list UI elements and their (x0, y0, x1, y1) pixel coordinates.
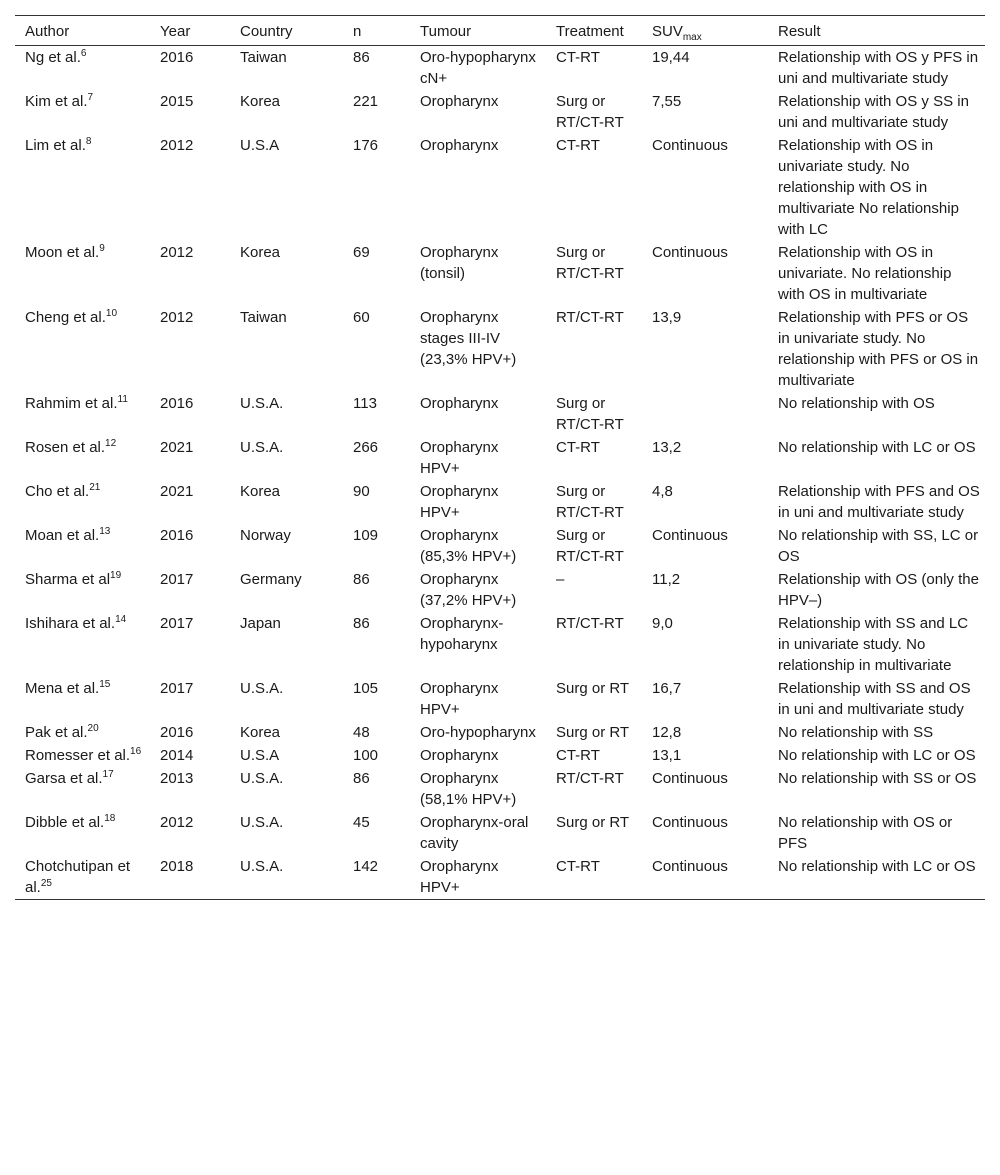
cell-tumour: Oropharynx (85,3% HPV+) (420, 527, 517, 565)
cell-tumour: Oropharynx (420, 747, 499, 764)
reference-number: 20 (87, 723, 99, 734)
cell-year: 2016 (160, 527, 194, 544)
reference-number: 6 (80, 48, 87, 59)
cell-country: U.S.A (240, 747, 280, 764)
cell-year: 2017 (160, 571, 194, 588)
cell-n: 100 (353, 747, 379, 764)
cell-treatment: CT-RT (546, 855, 642, 900)
studies-table (15, 15, 985, 900)
reference-number: 7 (87, 92, 94, 103)
cell-tumour: Oropharynx HPV+ (410, 855, 546, 900)
cell-n: 69 (353, 244, 370, 261)
cell-tumour: Oro-hypopharynx cN+ (420, 49, 536, 87)
cell-author (15, 90, 150, 134)
cell-author (15, 612, 150, 677)
reference-number: 17 (102, 769, 114, 780)
cell-country: Taiwan (240, 309, 287, 326)
cell-result: Relationship with OS in univariate study. No relationship with OS in multivariate No relationship with LC (778, 137, 959, 238)
header-country: Country (230, 16, 343, 46)
cell-year: 2012 (160, 814, 194, 831)
cell-author (15, 677, 150, 721)
cell-country: Germany (240, 571, 302, 588)
cell-result: No relationship with LC or OS (778, 439, 976, 456)
reference-number: 13 (99, 526, 111, 537)
cell-author (15, 480, 150, 524)
cell-tumour: Oropharynx (tonsil) (420, 244, 499, 282)
cell-tumour: Oropharynx HPV+ (420, 483, 499, 521)
cell-country: Norway (240, 527, 291, 544)
header-author: Author (15, 16, 150, 46)
cell-author (15, 436, 150, 480)
cell-treatment: CT-RT (556, 439, 600, 456)
header-tumour: Tumour (410, 16, 546, 46)
cell-author (15, 46, 150, 91)
table-row (15, 480, 985, 524)
cell-year: 2016 (160, 49, 194, 66)
cell-year: 2016 (160, 395, 194, 412)
cell-suv: Continuous (652, 814, 728, 831)
cell-n: 113 (353, 395, 377, 412)
reference-number: 12 (105, 438, 117, 449)
cell-country: U.S.A (240, 137, 280, 154)
cell-result: Relationship with SS and LC in univariate study. No relationship in multivariate (778, 615, 969, 674)
cell-result: Relationship with OS in univariate. No relationship with OS in multivariate (778, 244, 952, 303)
cell-n: 86 (353, 571, 370, 588)
reference-number: 10 (105, 308, 118, 319)
table-row (15, 306, 985, 392)
cell-year: 2013 (160, 770, 194, 787)
cell-treatment: RT/CT-RT (556, 615, 624, 632)
cell-tumour: Oropharynx-oral cavity (420, 814, 529, 852)
cell-year: 2012 (160, 244, 194, 261)
table-row (15, 811, 985, 855)
author-name: Garsa et al. (25, 770, 103, 787)
table-row (15, 612, 985, 677)
author-name: Dibble et al. (25, 814, 105, 831)
cell-suv: 13,2 (652, 439, 682, 456)
table-row (15, 392, 985, 436)
cell-country: Korea (240, 483, 281, 500)
cell-result: Relationship with OS y PFS in uni and multivariate study (778, 49, 979, 87)
cell-year: 2018 (150, 855, 230, 900)
cell-country: Korea (240, 724, 281, 741)
reference-number: 11 (117, 394, 128, 405)
cell-country: Korea (240, 93, 281, 110)
table-row (15, 677, 985, 721)
cell-tumour: Oropharynx (420, 395, 499, 412)
cell-country: Korea (240, 244, 281, 261)
cell-result: No relationship with LC or OS (768, 855, 985, 900)
cell-n: 221 (353, 93, 379, 110)
cell-suv: 16,7 (652, 680, 682, 697)
cell-tumour: Oropharynx-hypoharynx (420, 615, 504, 653)
cell-tumour: Oropharynx (420, 137, 499, 154)
cell-n: 105 (353, 680, 379, 697)
cell-treatment: CT-RT (556, 49, 600, 66)
cell-suv: 7,55 (652, 93, 682, 110)
reference-number: 21 (89, 482, 101, 493)
cell-n: 266 (353, 439, 379, 456)
cell-result: Relationship with OS y SS in uni and multivariate study (778, 93, 969, 131)
cell-year: 2017 (160, 615, 194, 632)
table-row (15, 855, 985, 900)
table-row (15, 241, 985, 306)
cell-tumour: Oropharynx (420, 93, 499, 110)
header-suv-base: SUV (652, 23, 683, 40)
author-name: Rosen et al. (25, 439, 106, 456)
table-row (15, 744, 985, 767)
cell-year: 2021 (160, 439, 194, 456)
cell-suv: Continuous (652, 137, 728, 154)
cell-suv (642, 392, 768, 436)
cell-tumour: Oropharynx HPV+ (420, 439, 499, 477)
cell-suv: 9,0 (652, 615, 673, 632)
cell-treatment: RT/CT-RT (556, 309, 624, 326)
cell-n: 45 (353, 814, 370, 831)
reference-number: 8 (85, 136, 92, 147)
author-name: Lim et al. (25, 137, 86, 154)
cell-year: 2014 (160, 747, 194, 764)
cell-n: 176 (353, 137, 379, 154)
reference-number: 15 (99, 679, 111, 690)
cell-n: 86 (353, 49, 370, 66)
cell-author (15, 767, 150, 811)
cell-author (15, 306, 150, 392)
cell-n: 86 (353, 770, 370, 787)
cell-tumour: Oropharynx (58,1% HPV+) (420, 770, 517, 808)
table-body (15, 46, 985, 900)
cell-suv: 19,44 (652, 49, 690, 66)
cell-treatment: Surg or RT (556, 680, 630, 697)
cell-tumour: Oro-hypopharynx (420, 724, 536, 741)
author-name: Pak et al. (25, 724, 88, 741)
cell-treatment: Surg or RT (556, 814, 630, 831)
author-name: Moon et al. (25, 244, 100, 261)
header-result: Result (768, 16, 985, 46)
table-row (15, 524, 985, 568)
cell-year: 2016 (160, 724, 194, 741)
cell-tumour: Oropharynx stages III-IV (23,3% HPV+) (420, 309, 517, 368)
author-name: Cho et al. (25, 483, 90, 500)
reference-number: 16 (130, 746, 142, 757)
table-row (15, 46, 985, 91)
author-name: Rahmim et al. (25, 395, 118, 412)
cell-result: Relationship with OS (only the HPV–) (778, 571, 979, 609)
cell-tumour: Oropharynx HPV+ (420, 680, 499, 718)
cell-year: 2021 (160, 483, 194, 500)
reference-number: 25 (40, 878, 52, 889)
cell-suv: Continuous (652, 770, 728, 787)
cell-result: No relationship with OS (778, 395, 935, 412)
cell-year: 2015 (160, 93, 194, 110)
author-name: Ng et al. (25, 49, 81, 66)
cell-author (15, 392, 150, 436)
reference-number: 18 (104, 813, 116, 824)
header-n: n (343, 16, 410, 46)
cell-treatment: CT-RT (556, 747, 600, 764)
cell-country: U.S.A. (240, 770, 284, 787)
cell-n: 48 (353, 724, 370, 741)
cell-suv: 13,1 (652, 747, 682, 764)
cell-year: 2012 (160, 137, 194, 154)
cell-tumour: Oropharynx (37,2% HPV+) (420, 571, 517, 609)
table-row (15, 134, 985, 241)
table-row (15, 568, 985, 612)
cell-year: 2017 (160, 680, 194, 697)
cell-country: Japan (240, 615, 281, 632)
cell-treatment: Surg or RT (556, 724, 630, 741)
cell-treatment: Surg or RT/CT-RT (556, 244, 624, 282)
header-suvmax (642, 16, 768, 46)
cell-result: Relationship with SS and OS in uni and multivariate study (778, 680, 971, 718)
cell-treatment: Surg or RT/CT-RT (556, 527, 624, 565)
cell-result: Relationship with PFS and OS in uni and multivariate study (778, 483, 980, 521)
cell-author (15, 855, 150, 900)
cell-treatment: Surg or RT/CT-RT (556, 93, 624, 131)
cell-n: 60 (353, 309, 370, 326)
header-treatment: Treatment (546, 16, 642, 46)
cell-suv: 12,8 (652, 724, 682, 741)
reference-number: 19 (110, 570, 122, 581)
reference-number: 9 (99, 243, 105, 254)
cell-country: U.S.A. (240, 439, 284, 456)
cell-author (15, 524, 150, 568)
table-row (15, 436, 985, 480)
reference-number: 14 (115, 614, 127, 625)
cell-country: U.S.A. (240, 395, 284, 412)
author-name: Kim et al. (25, 93, 88, 110)
cell-n: 90 (353, 483, 370, 500)
cell-country: U.S.A. (240, 680, 284, 697)
cell-country: U.S.A. (230, 855, 343, 900)
cell-treatment: RT/CT-RT (556, 770, 624, 787)
author-name: Ishihara et al. (25, 615, 116, 632)
cell-treatment: Surg or RT/CT-RT (556, 395, 624, 433)
cell-n: 142 (343, 855, 410, 900)
author-name: Cheng et al. (25, 309, 106, 326)
cell-treatment: Surg or RT/CT-RT (556, 483, 624, 521)
author-name: Chotchutipan et al. (25, 858, 131, 896)
cell-author (15, 568, 150, 612)
cell-n: 109 (353, 527, 379, 544)
cell-result: Relationship with PFS or OS in univariate study. No relationship with PFS or OS in multivariate (778, 309, 979, 389)
cell-suv: Continuous (652, 527, 728, 544)
table-row (15, 721, 985, 744)
cell-suv: 4,8 (652, 483, 673, 500)
cell-suv: Continuous (652, 244, 728, 261)
cell-author (15, 134, 150, 241)
cell-author (15, 241, 150, 306)
author-name: Mena et al. (25, 680, 100, 697)
cell-result: No relationship with SS (778, 724, 934, 741)
cell-result: No relationship with SS or OS (778, 770, 977, 787)
cell-result: No relationship with LC or OS (778, 747, 976, 764)
author-name: Sharma et al (25, 571, 111, 588)
header-suv-sub: max (682, 32, 702, 43)
cell-year: 2012 (160, 309, 194, 326)
cell-suv: Continuous (642, 855, 768, 900)
table-row (15, 767, 985, 811)
cell-suv: 11,2 (652, 571, 681, 588)
header-year: Year (150, 16, 230, 46)
cell-n: 86 (353, 615, 370, 632)
cell-country: U.S.A. (240, 814, 284, 831)
author-name: Moan et al. (25, 527, 100, 544)
cell-result: No relationship with OS or PFS (778, 814, 953, 852)
cell-author (15, 744, 150, 767)
cell-suv: 13,9 (652, 309, 682, 326)
cell-author (15, 721, 150, 744)
cell-treatment: – (556, 571, 565, 588)
header-row (15, 16, 985, 46)
cell-country: Taiwan (240, 49, 287, 66)
table-row (15, 90, 985, 134)
cell-result: No relationship with SS, LC or OS (778, 527, 979, 565)
author-name: Romesser et al. (25, 747, 131, 764)
cell-treatment: CT-RT (556, 137, 600, 154)
cell-author (15, 811, 150, 855)
